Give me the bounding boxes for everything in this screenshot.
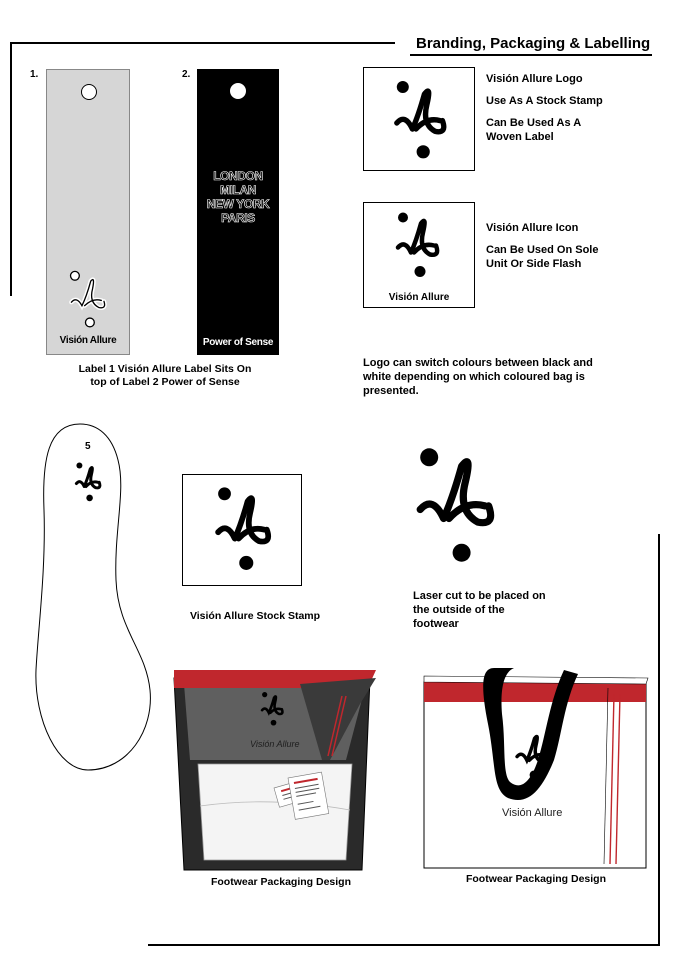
frame-bottom-line (148, 944, 660, 946)
icon-panel-logo-icon (394, 211, 444, 279)
labels-caption-line2: top of Label 2 Power of Sense (90, 376, 240, 388)
label1-tag (46, 69, 130, 355)
labels-caption-line1: Label 1 Visión Allure Label Sits On (78, 363, 252, 375)
logo-info (486, 72, 606, 152)
shopping-bag-illustration (422, 664, 650, 870)
icon-info-line2: Can Be Used On Sole Unit Or Side Flash (486, 244, 599, 270)
bag-brand: Visión Allure (502, 807, 563, 819)
label2-tag (197, 69, 279, 355)
label1-brand: Visión Allure (59, 335, 117, 346)
page-title: Branding, Packaging & Labelling (416, 35, 651, 52)
label2-cities (197, 169, 279, 225)
title-underline (410, 54, 652, 56)
stamp-box (182, 474, 302, 586)
label2-slogan: Power of Sense (202, 337, 274, 348)
box-brand: Visión Allure (250, 739, 300, 749)
city-paris: PARIS (221, 211, 255, 225)
city-milan: MILAN (220, 183, 256, 197)
logo-box (363, 67, 475, 171)
label1-number: 1. (30, 69, 39, 80)
insole-number: 5 (85, 441, 91, 452)
frame-left-line (10, 42, 12, 296)
colour-note: Logo can switch colours between black and white depending on which coloured bag is presented. (363, 357, 593, 397)
logo-info-line1: Visión Allure Logo (486, 73, 583, 85)
logo-info-line2: Use As A Stock Stamp (486, 95, 603, 107)
frame-top-line (10, 42, 395, 44)
icon-box (363, 202, 475, 308)
stamp-caption: Visión Allure Stock Stamp (189, 610, 321, 622)
icon-info (486, 221, 606, 279)
label2-number: 2. (182, 69, 191, 80)
box-caption: Footwear Packaging Design (210, 876, 352, 888)
bag-caption: Footwear Packaging Design (465, 873, 607, 885)
icon-info-line1: Visión Allure Icon (486, 222, 579, 234)
labels-caption (40, 363, 290, 389)
frame-right-line (658, 534, 660, 946)
logo-info-line3: Can Be Used As A Woven Label (486, 117, 581, 143)
label1-hole (81, 84, 97, 100)
laser-caption: Laser cut to be placed on the outside of the footwear (413, 590, 546, 630)
shoe-box-illustration (170, 664, 390, 874)
label1-logo-icon (67, 270, 111, 330)
insole-logo-icon (74, 462, 104, 502)
logo-icon (392, 80, 452, 160)
city-new-york: NEW YORK (206, 197, 270, 211)
icon-box-label: Visión Allure (388, 292, 450, 303)
laser-logo-icon (413, 440, 503, 570)
city-london: LONDON (213, 169, 263, 183)
label2-hole (230, 83, 246, 99)
stamp-logo-icon (213, 487, 277, 571)
